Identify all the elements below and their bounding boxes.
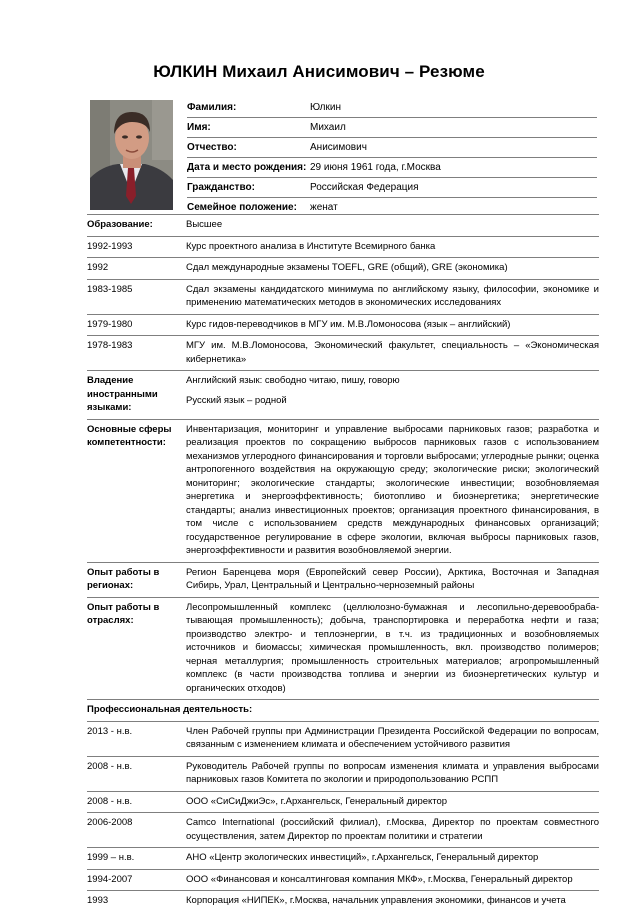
job-text: ООО «Финансовая и консалтинговая компания МКФ», г.Москва, Генеральный директор <box>186 869 599 891</box>
personal-value: Анисимович <box>310 138 597 158</box>
industries-label: Опыт работы в отраслях: <box>87 597 186 700</box>
language-item: Английский язык: свободно читаю, пишу, говорю <box>186 375 400 386</box>
personal-info-table <box>187 98 597 217</box>
personal-label: Семейное положение: <box>187 202 297 213</box>
education-period: 1992-1993 <box>87 236 186 258</box>
personal-row <box>187 178 597 198</box>
education-period: 1992 <box>87 258 186 280</box>
industries-text: Лесопромышленный комплекс (целлюлозно-бумажная и лесопильно-деревообраба-тывающая промышленность); добыча, транспортировка и переработка нефти и газа; производство электро- и теплоэнергии, в т.ч. из традиционных и возобновляемых источников и биомассы; химическая промышленность, вкл. производство полимеров; черная металлургия; промышленность строительных материалов; агропромышленный комплекс (в части производства топлива и энергии из биоэнергетических культур и органических отходов) <box>186 597 599 700</box>
job-row <box>87 813 599 848</box>
job-period: 1999 – н.в. <box>87 848 186 870</box>
education-text: Курс гидов-переводчиков в МГУ им. М.В.Ломоносова (язык – английский) <box>186 314 599 336</box>
personal-row <box>187 118 597 138</box>
education-item <box>87 314 599 336</box>
personal-row <box>187 158 597 178</box>
job-period: 2008 - н.в. <box>87 791 186 813</box>
personal-label: Гражданство: <box>187 178 310 198</box>
job-text: Camco International (российский филиал), г.Москва, Директор по проектам совместного осуществления, затем Директор по проектам политики и стратегии <box>186 813 599 848</box>
personal-label: Отчество: <box>187 138 310 158</box>
job-text: АНО «Центр экологических инвестиций», г.Архангельск, Генеральный директор <box>186 848 599 870</box>
education-text: Сдал экзамены кандидатского минимума по английскому языку, философии, экономике и применению математических методов в экономических исследованиях <box>186 279 599 314</box>
portrait-photo <box>90 100 173 210</box>
job-row <box>87 848 599 870</box>
education-item <box>87 279 599 314</box>
job-period: 2008 - н.в. <box>87 756 186 791</box>
education-period: 1979-1980 <box>87 314 186 336</box>
personal-value: Михаил <box>310 118 597 138</box>
personal-label: Дата и место рождения: <box>187 158 310 178</box>
job-row <box>87 756 599 791</box>
personal-value: женат <box>310 202 338 213</box>
education-text: Курс проектного анализа в Институте Всемирного банка <box>186 236 599 258</box>
job-text: Руководитель Рабочей группы по вопросам изменения климата и управления выбросами парниковых газов Комитета по экологии и природопользованию РСПП <box>186 756 599 791</box>
personal-value: Российская Федерация <box>310 178 597 198</box>
industries-row <box>87 597 599 700</box>
personal-value: Юлкин <box>310 98 597 118</box>
language-item: Русский язык – родной <box>186 394 287 406</box>
regions-text: Регион Баренцева моря (Европейский север России), Арктика, Восточная и Западная Сибирь, Урал, Центральный и Центрально-черноземный районы <box>186 562 599 597</box>
regions-label: Опыт работы в регионах: <box>87 562 186 597</box>
education-text: Сдал международные экзамены TOEFL, GRE (общий), GRE (экономика) <box>186 258 599 280</box>
job-text: Член Рабочей группы при Администрации Президента Российской Федерации по вопросам, связанным с изменением климата и обеспечением устойчивого развития <box>186 721 599 756</box>
languages-values <box>186 371 599 420</box>
job-text: ООО «СиСиДжиЭс», г.Архангельск, Генеральный директор <box>186 791 599 813</box>
job-period: 1994-2007 <box>87 869 186 891</box>
job-period: 2006-2008 <box>87 813 186 848</box>
job-text: Корпорация «НИПЕК», г.Москва, начальник управления экономики, финансов и учета <box>186 891 599 912</box>
personal-row <box>187 138 597 158</box>
professional-heading: Профессиональная деятельность: <box>87 700 599 722</box>
resume-main-table <box>87 214 599 912</box>
competencies-row <box>87 419 599 562</box>
languages-row <box>87 371 599 420</box>
resume-title: ЮЛКИН Михаил Анисимович – Резюме <box>153 62 485 81</box>
job-period: 2013 - н.в. <box>87 721 186 756</box>
education-period: 1978-1983 <box>87 336 186 371</box>
job-row <box>87 869 599 891</box>
competencies-text: Инвентаризация, мониторинг и управление выбросами парниковых газов; разработка и реализация проектов по сокращению выбросов парниковых газов с использованием механизмов углеродного финансирования и торговли выбросами; углеродные рынки; оценка антропогенного воздействия на окружающую среду; экологические риски; экологический мониторинг; экологические стандарты; экологические инвестиции; возобновляемая энергетика и энергоэффективность; биотопливо и биоэнергетика; энергетические стандарты; анализ инвестиционных проектов; организация проектного финансирования, в том числе с использованием средств международных финансовых организаций; государственное регулирование в сфере экологии, включая выбросы парниковых газов, энергоэффективности и развития возобновляемой энергии. <box>186 419 599 562</box>
education-item <box>87 236 599 258</box>
education-item <box>87 258 599 280</box>
job-period: 1993 <box>87 891 186 912</box>
job-row <box>87 721 599 756</box>
education-label: Образование: <box>87 215 186 237</box>
education-item <box>87 336 599 371</box>
education-row <box>87 215 599 237</box>
job-row <box>87 791 599 813</box>
personal-row <box>187 98 597 118</box>
job-row <box>87 891 599 912</box>
languages-label: Владение иностранными языками: <box>87 371 186 420</box>
competencies-label: Основные сферы компетентности: <box>87 419 186 562</box>
personal-label: Фамилия: <box>187 98 310 118</box>
personal-label: Имя: <box>187 118 310 138</box>
education-text: МГУ им. М.В.Ломоносова, Экономический факультет, специальность – «Экономическая кибернетика» <box>186 336 599 371</box>
education-value: Высшее <box>186 215 599 237</box>
professional-heading-row <box>87 700 599 722</box>
education-period: 1983-1985 <box>87 279 186 314</box>
personal-value: 29 июня 1961 года, г.Москва <box>310 158 597 178</box>
regions-row <box>87 562 599 597</box>
